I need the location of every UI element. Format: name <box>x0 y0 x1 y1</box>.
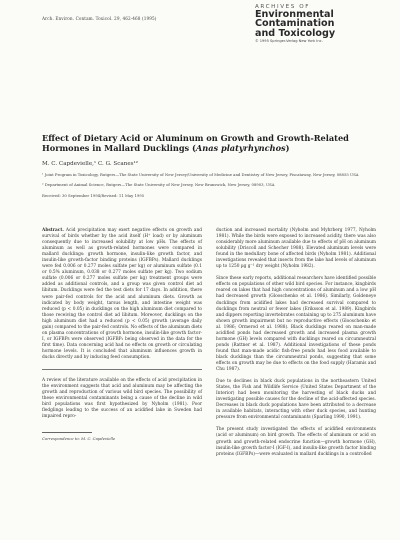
correspondence-footnote: Correspondence to: M. C. Capdevielle <box>42 436 116 442</box>
journal-title-line-1: Environmental <box>255 9 334 20</box>
affiliation-1: ¹ Joint Program in Toxicology, Rutgers—The State University of New Jersey/University of Medicine and Dentistry of New Jersey, Piscataway, New Jersey, 08855 USA <box>42 172 359 177</box>
article-title-block <box>42 133 372 198</box>
journal-head: ARCHIVES OF <box>255 4 311 10</box>
article-body <box>42 228 382 528</box>
abstract <box>42 228 202 370</box>
journal-title-line-3: and Toxicology <box>255 27 336 39</box>
body-paragraph-3: Due to declines in black duck populations in the northeastern United States, the Fish and Wildlife Service (United States Department of the Interior) had been monitoring the harvesting of black ducks and investigating possible causes for the decline of the acid-affected species. Decreases in black duck populations have been attributed to a decrease in available habitats, interacting with other duck species, and hunting pressure from environmental contaminants (Sparling 1990, 1991). <box>216 379 376 421</box>
article-authors: M. C. Capdevielle,¹ C. G. Scanes¹² <box>42 161 138 167</box>
body-paragraph-4: The present study investigated the effects of acidified environments (acid or aluminum) on bird growth. The effects of aluminum or acid on growth and growth-related endocrine function—growth hormone (GH), insulin-like growth factor-I (IGF-I), and insulin-like growth factor binding proteins (IGFBPs)—were evaluated in mallard ducklings in a controlled <box>216 427 376 457</box>
article-title-main: Effect of Dietary Acid or Aluminum on Growth and Growth-Related Hormones in Mallard Ducklings ( <box>42 133 349 153</box>
article-title-species: Anas platyrhynchos <box>195 143 286 153</box>
right-column <box>216 228 376 464</box>
abstract-body: Acid precipitation may exert negative effects on growth and survival of birds whether by the acid itself (H⁺ load) or by aluminum consequently due to increased solubility at low pHs. The effects of aluminum as well as growth-related hormones were compared in mallard ducklings: growth hormone, insulin-like growth factor, and insulin-like growth-factor binding proteins (IGFBPs). Mallard ducklings were fed 0.006 or 0.277 moles sulfate per kg) or aluminum sulfate (0.1 or 0.5% aluminum, 0.038 or 0.277 moles sulfate per kg). Two sodium sulfate (0.006 or 0.277 moles sulfate per kg) treatment groups were added as additional controls, and a group was given control diet ad libitum. Ducklings were fed the test diets for 17 days. In addition, there were pair-fed controls for the acid and aluminum diets. Growth as indicated by body weight, tarsus length, and intestine weight was reduced (p < 0.05) in ducklings on the high aluminum diet compared to those receiving the control diet ad libitum. Moreover, ducklings on the high aluminum diet had a reduced (p < 0.05) growth (average daily gain) compared to the pair-fed controls. No effects of the aluminum diets on plasma concentrations of growth hormone, insulin-like growth factor-I, or IGFBPs were observed (IGFBP₂ being observed in the data for the first time). Data concerning acid had no effects on growth or circulating hormone levels. It is concluded that aluminum influences growth in ducks directly and by inducing feed consumption. <box>42 228 202 360</box>
received-dates: Received: 30 September 1994/Revised: 11 May 1995 <box>42 193 145 199</box>
journal-masthead <box>255 4 375 43</box>
article-title-end: ) <box>285 143 290 153</box>
left-column <box>42 228 202 441</box>
article-title <box>42 133 372 153</box>
affiliation-2: ² Department of Animal Science, Rutgers—The State University of New Jersey, New Brunswick, New Jersey, 08903, USA <box>42 182 275 188</box>
footnote-divider <box>42 432 92 433</box>
body-paragraph-1: duction and increased mortality (Nyholm and Myhrberg 1977, Nyholm 1981). While the birds were exposed to increased acidity, there was also considerably more aluminum available due to effects of pH on aluminum solubility (Driscoll and Schecher 1988). Elevated aluminum levels were found in the medullary bone of affected birds (Nyholm 1981). Additional investigations revealed that insects from the lake had levels of aluminum up to 1250 µg g⁻¹ dry weight (Nyholm 1982). <box>216 228 376 270</box>
journal-title-line-2: Contamination <box>255 18 335 30</box>
abstract-text <box>42 228 202 361</box>
intro-paragraph: A review of the literature available on the effects of acid precipitation in the environment suggests that acid and aluminum may be affecting the growth and reproduction of various wild bird species. The possibility of these environmental contaminants being a cause of the decline in wild bird populations was first hypothesized by Nyholm (1981). Poor fledglings leading to the success of an acidified lake in Sweden had impaired repro- <box>42 378 202 420</box>
journal-copyright: © 1995 Springer-Verlag New York Inc. <box>255 39 323 44</box>
journal-citation: Arch. Environ. Contam. Toxicol. 29, 462-468 (1995) <box>42 16 157 21</box>
abstract-label: Abstract. <box>42 228 64 233</box>
page-header <box>0 0 400 70</box>
body-paragraph-2: Since these early reports, additional researchers have identified possible effects on populations of other wild bird species. For instance, kingbirds reared on lakes that had high concentrations of aluminum and a low pH had decreased growth (Glooschenko et al. 1986). Similarly, Goldeneye ducklings from acidified lakes had decreased survival compared to ducklings from neutral or fewer lakes (Eriksson et al. 1989). Kingbirds and dippers reporting invertebrates containing up to 275 aluminum have shown growth impairment but no reproductive effects (Glooschenko et al. 1986; Ormerod et al. 1988). Black ducklings reared on man-made acidified ponds had decreased growth and increased plasma growth hormone (GH) levels compared with ducklings reared on circumneutral ponds (Rattner et al. 1987). Additional investigations of these ponds found that man-made acidic fish-free ponds had less food available to black ducklings than the circumneutral ponds, suggesting that some effects on growth may be due to effects on the food supply (Haramis and Chu 1987). <box>216 276 376 373</box>
